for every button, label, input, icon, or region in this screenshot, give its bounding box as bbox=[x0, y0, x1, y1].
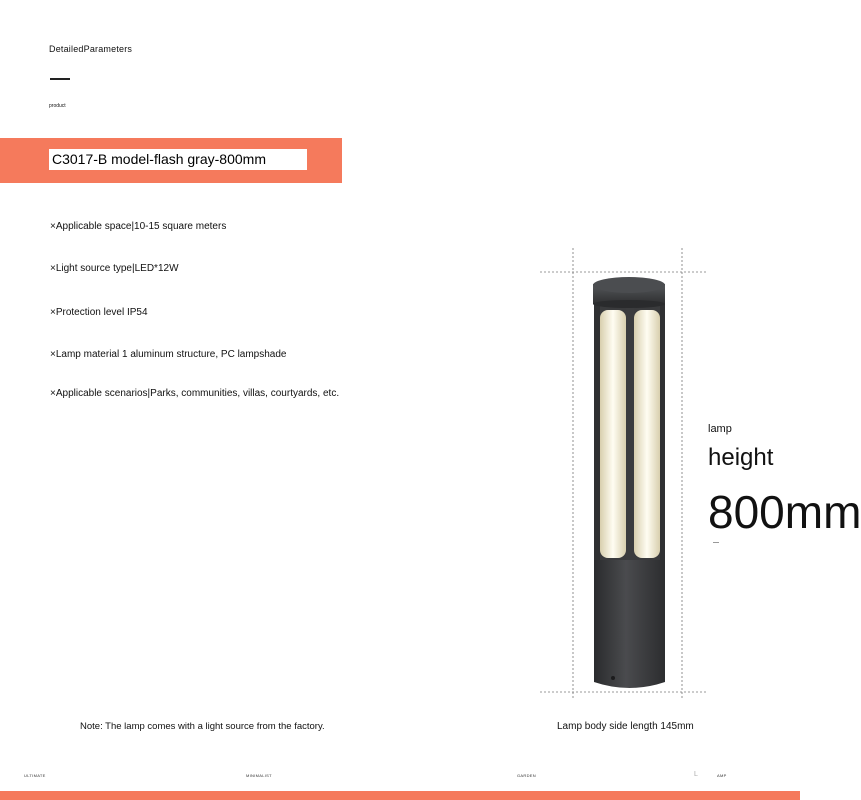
lamp-light-panel-left bbox=[600, 310, 626, 558]
model-title: C3017-B model-flash gray-800mm bbox=[52, 151, 266, 167]
spec-lamp-material: ×Lamp material 1 aluminum structure, PC lampshade bbox=[50, 349, 287, 360]
height-tick bbox=[713, 542, 719, 543]
footer-word-amp: AMP bbox=[717, 773, 727, 778]
lamp-base bbox=[594, 556, 665, 688]
spec-applicable-space: ×Applicable space|10-15 square meters bbox=[50, 221, 227, 232]
spec-light-source: ×Light source type|LED*12W bbox=[50, 263, 179, 274]
spec-protection-level: ×Protection level IP54 bbox=[50, 307, 148, 318]
lamp-height-word: height bbox=[708, 444, 774, 471]
lamp-light-panel-right bbox=[634, 310, 660, 558]
page-heading: DetailedParameters bbox=[49, 44, 133, 54]
lamp-screw bbox=[611, 676, 615, 680]
lamp-cap-top bbox=[593, 277, 665, 293]
product-label: product bbox=[49, 103, 66, 109]
heading-divider bbox=[50, 78, 70, 80]
footer-word-garden: GARDEN bbox=[517, 773, 536, 778]
lamp-center-rib bbox=[626, 302, 634, 560]
footer-word-ultimate: ULTIMATE bbox=[24, 773, 46, 778]
footer-accent-bar bbox=[0, 791, 800, 800]
spec-applicable-scenarios: ×Applicable scenarios|Parks, communities, villas, courtyards, etc. bbox=[50, 388, 340, 399]
lamp-height-value: 800mm bbox=[708, 486, 861, 538]
lamp-height-label: lamp bbox=[708, 423, 732, 435]
factory-note: Note: The lamp comes with a light source from the factory. bbox=[80, 721, 325, 732]
footer-word-minimalist: MINIMALIST bbox=[246, 773, 272, 778]
lamp-illustration bbox=[530, 240, 720, 710]
side-length-caption: Lamp body side length 145mm bbox=[557, 721, 694, 732]
footer-word-l: L bbox=[694, 771, 699, 778]
